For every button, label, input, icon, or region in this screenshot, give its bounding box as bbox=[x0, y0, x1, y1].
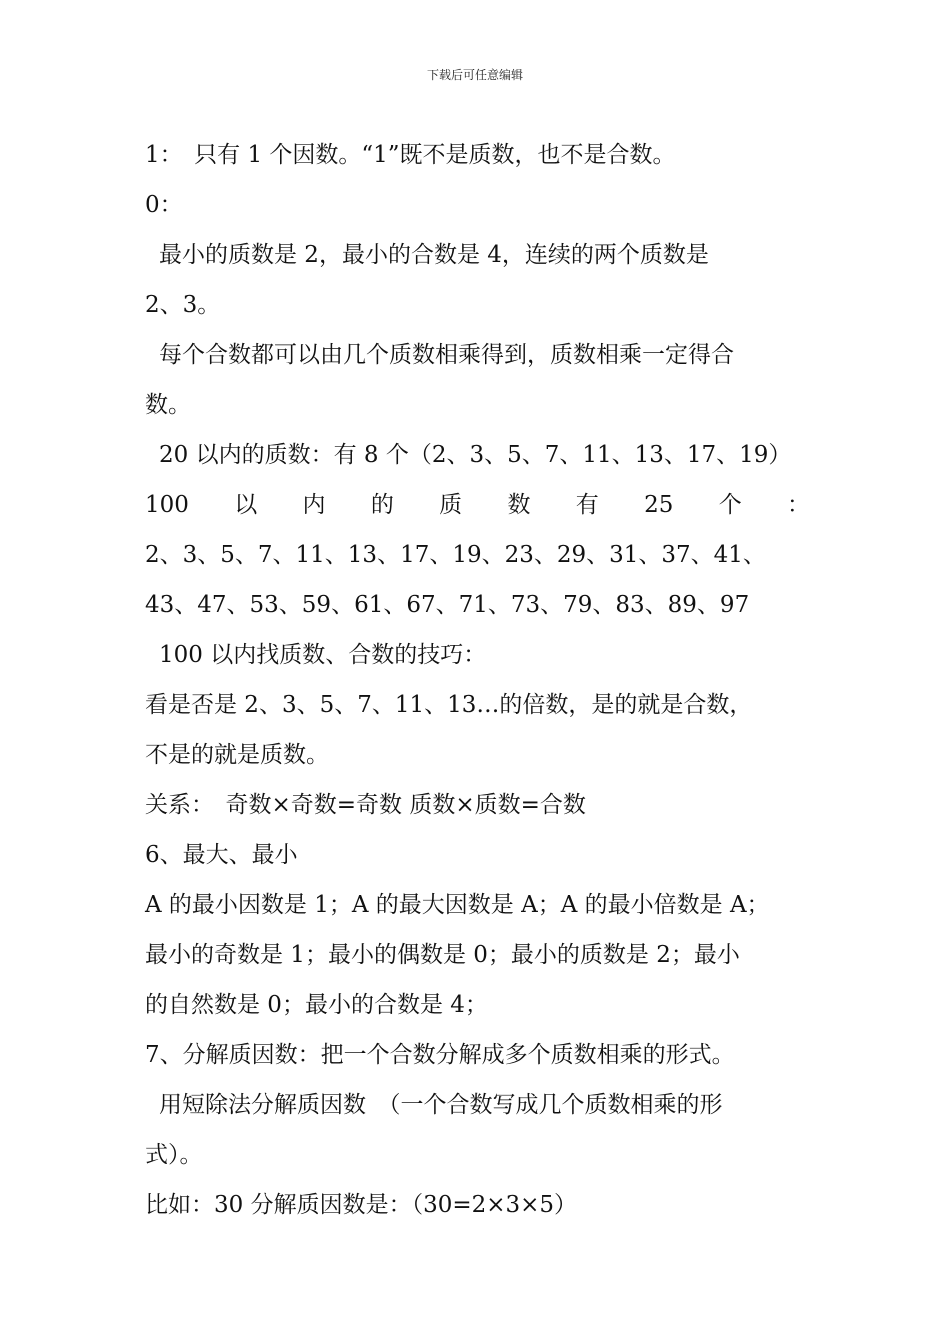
document-body bbox=[145, 130, 810, 1230]
text-line: 比如：30 分解质因数是：（30=2×3×5） bbox=[145, 1192, 578, 1218]
text-line: 式）。 bbox=[145, 1142, 203, 1168]
text-line: 20 以内的质数：有 8 个（2、3、5、7、11、13、17、19） bbox=[159, 442, 792, 468]
text-line: A 的最小因数是 1；A 的最大因数是 A；A 的最小倍数是 A； bbox=[145, 892, 770, 918]
word: 25 bbox=[644, 492, 674, 518]
text-line: 43、47、53、59、61、67、71、73、79、83、89、97 bbox=[145, 592, 750, 618]
word: 个 bbox=[718, 492, 742, 518]
text-line: 最小的奇数是 1；最小的偶数是 0；最小的质数是 2；最小 bbox=[145, 942, 740, 968]
text-line: 数。 bbox=[145, 392, 191, 418]
text-line: 不是的就是质数。 bbox=[145, 742, 329, 768]
text-line: 100 以内找质数、合数的技巧： bbox=[159, 642, 487, 668]
word: 数 bbox=[507, 492, 531, 518]
word: ： bbox=[787, 492, 810, 518]
word: 有 bbox=[575, 492, 599, 518]
page-header: 下载后可任意编辑 bbox=[426, 68, 523, 82]
word: 100 bbox=[145, 492, 189, 518]
section-heading: 7、分解质因数：把一个合数分解成多个质数相乘的形式。 bbox=[145, 1042, 735, 1068]
text-line: 1： 只有 1 个因数。“1”既不是质数，也不是合数。 bbox=[145, 142, 676, 168]
word: 以 bbox=[234, 492, 258, 518]
section-heading: 6、最大、最小 bbox=[145, 842, 298, 868]
word: 质 bbox=[439, 492, 463, 518]
text-line: 最小的质数是 2，最小的合数是 4，连续的两个质数是 bbox=[159, 242, 709, 268]
text-line: 2、3。 bbox=[145, 292, 221, 318]
word: 的 bbox=[370, 492, 394, 518]
text-line: 看是否是 2、3、5、7、11、13…的倍数，是的就是合数， bbox=[145, 692, 753, 718]
text-line: 的自然数是 0；最小的合数是 4； bbox=[145, 992, 488, 1018]
text-line: 用短除法分解质因数 （一个合数写成几个质数相乘的形 bbox=[159, 1092, 723, 1118]
word: 内 bbox=[302, 492, 326, 518]
text-line: 每个合数都可以由几个质数相乘得到，质数相乘一定得合 bbox=[159, 342, 734, 368]
text-line: 关系： 奇数×奇数=奇数 质数×质数=合数 bbox=[145, 792, 586, 818]
text-line: 0： bbox=[145, 192, 183, 218]
primes-100-heading bbox=[145, 480, 810, 530]
text-line: 2、3、5、7、11、13、17、19、23、29、31、37、41、 bbox=[145, 542, 766, 568]
